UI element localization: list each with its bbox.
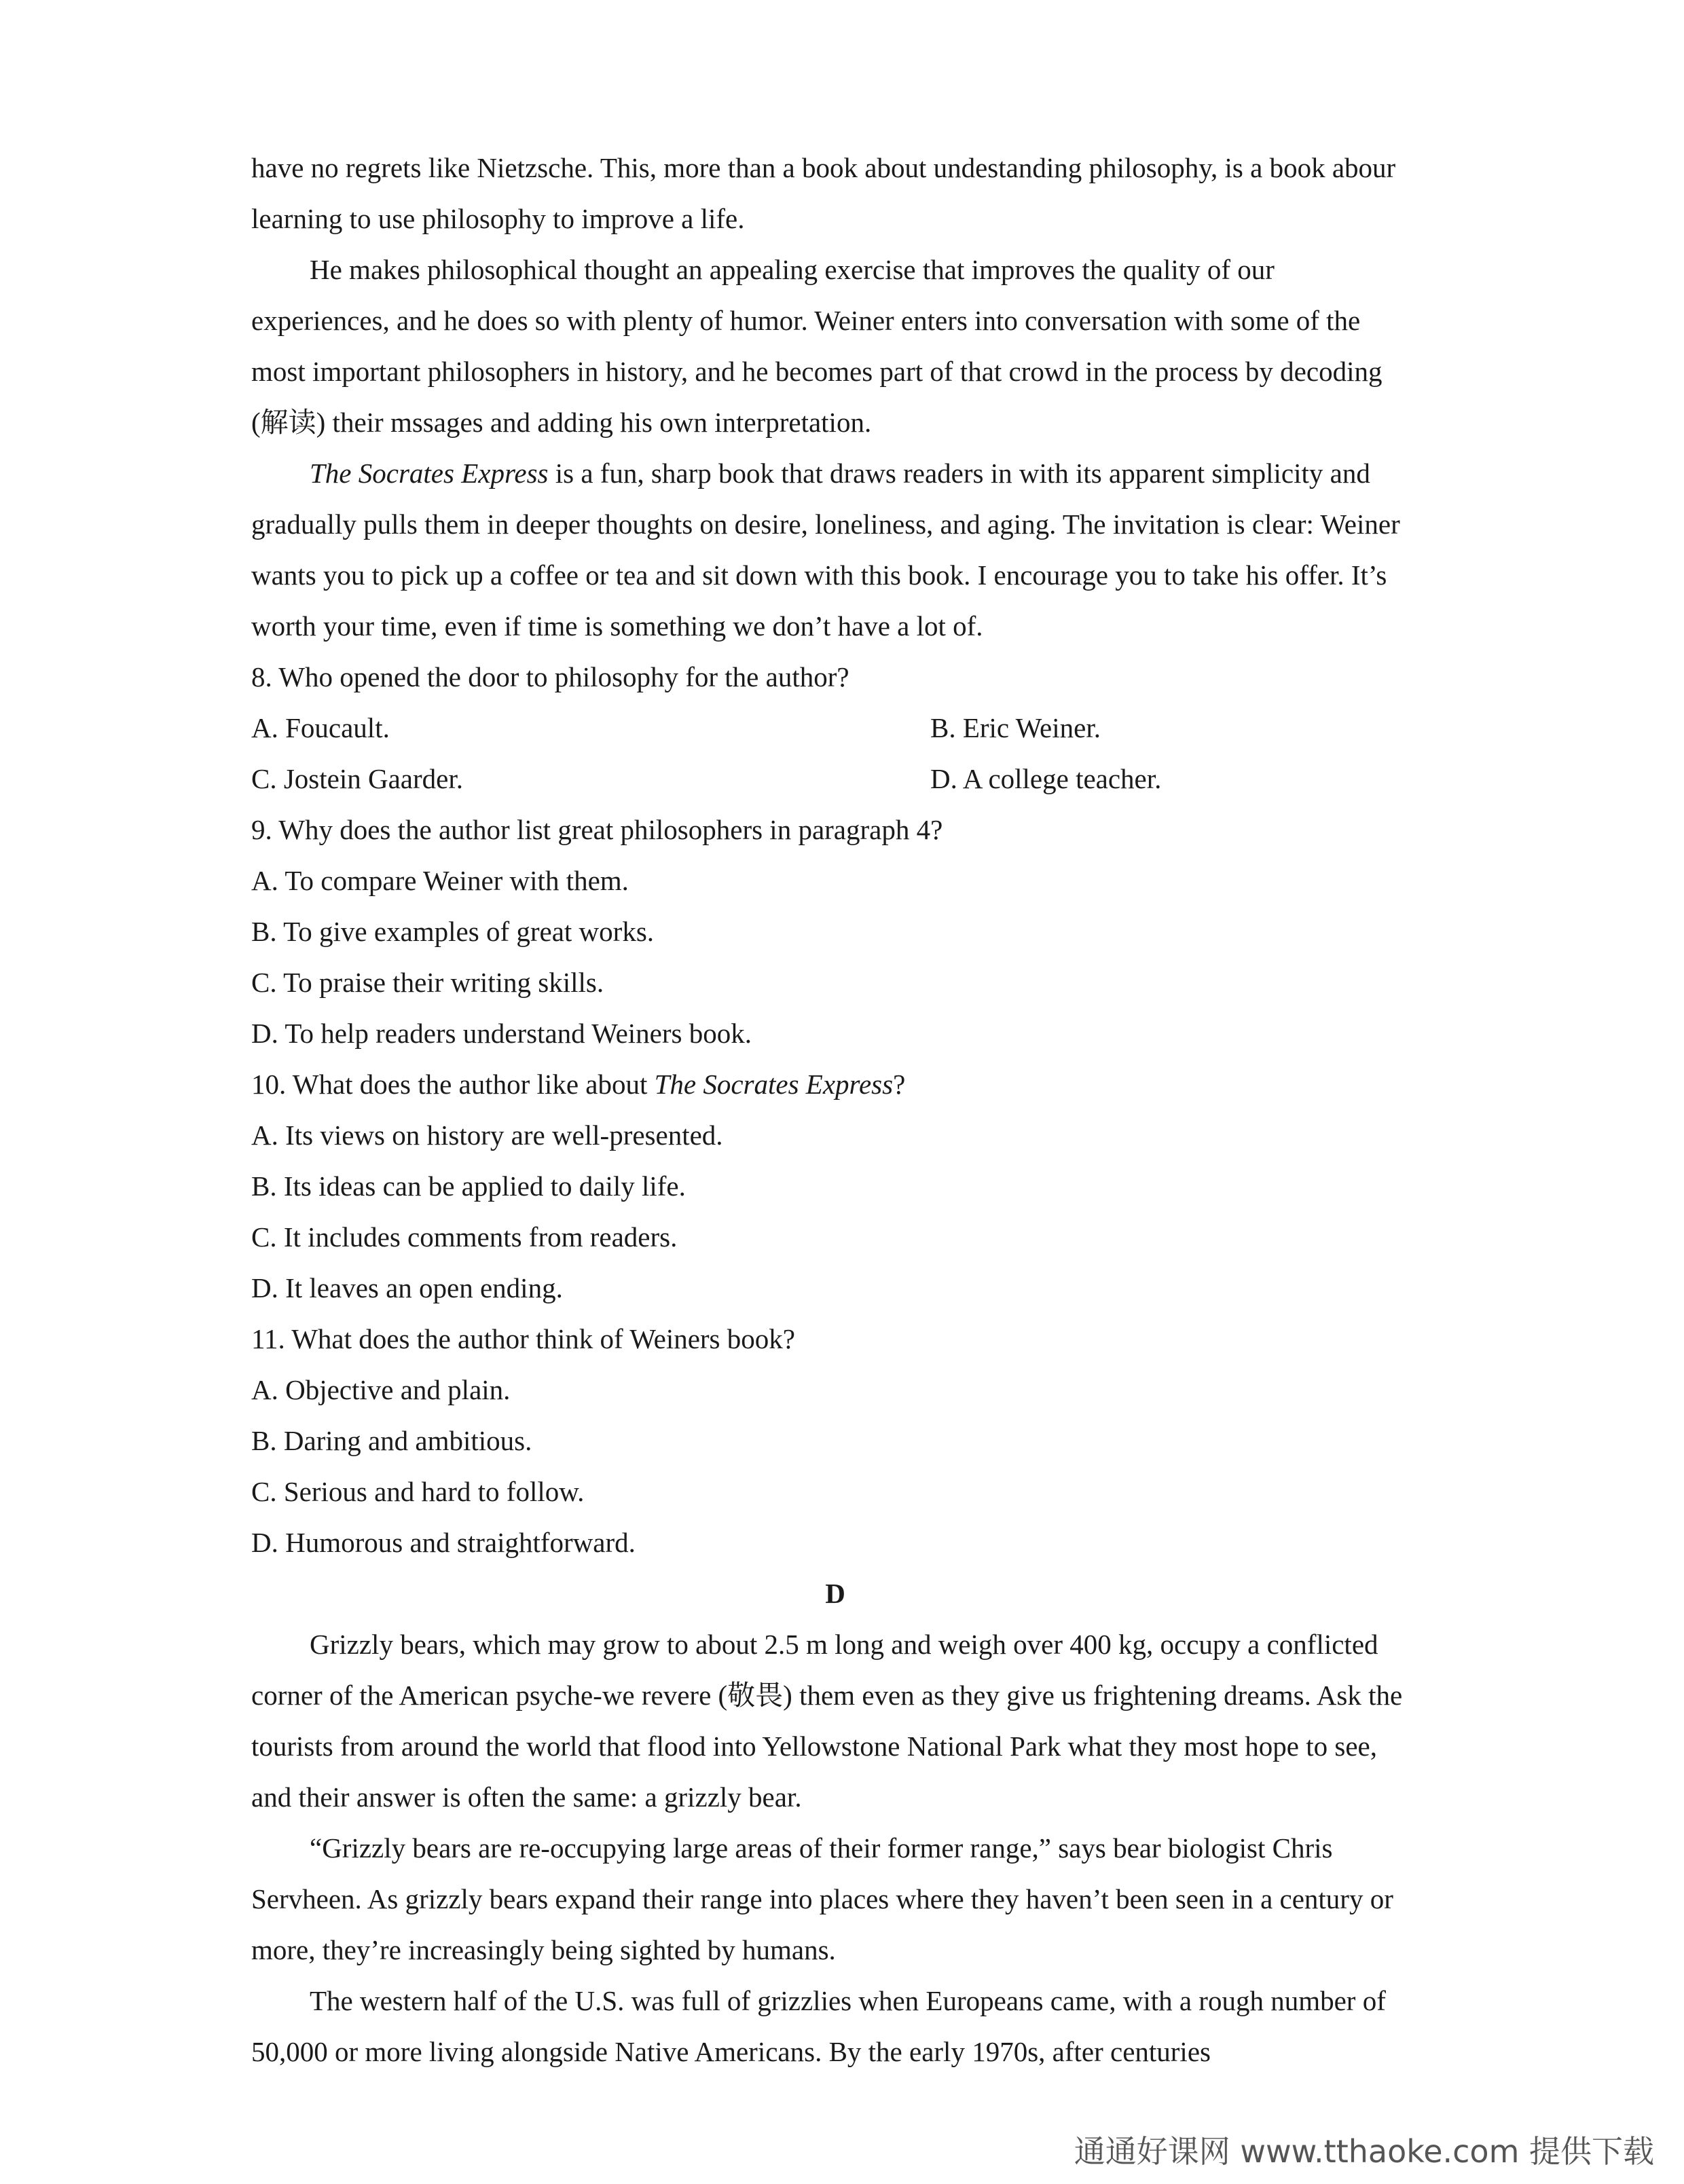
- question-8-options-row-1: [251, 703, 1419, 754]
- document-page: [251, 143, 1419, 2077]
- question-11-option-a: A. Objective and plain.: [251, 1374, 511, 1405]
- question-11-option-b: B. Daring and ambitious.: [251, 1425, 532, 1456]
- question-8-option-a: A. Foucault.: [251, 712, 390, 743]
- question-11-option-c: C. Serious and hard to follow.: [251, 1476, 585, 1507]
- question-10-option-b: B. Its ideas can be applied to daily life.: [251, 1170, 686, 1202]
- question-10-option-c: C. It includes comments from readers.: [251, 1221, 678, 1253]
- question-10-stem: [251, 1059, 1419, 1110]
- paragraph-d-2: “Grizzly bears are re-occupying large areas of their former range,” says bear biologist Chris Servheen. As grizzly bears expand their range into places where they haven’t been seen in a century or more, they’re increasingly being sighted by humans.: [251, 1832, 1393, 1965]
- question-10-stem-post: ?: [893, 1069, 906, 1100]
- question-9-option-a: A. To compare Weiner with them.: [251, 865, 629, 896]
- question-8-option-d: D. A college teacher.: [930, 763, 1162, 794]
- question-10-option-a: A. Its views on history are well-presented.: [251, 1119, 723, 1151]
- question-9-option-d: D. To help readers understand Weiners book.: [251, 1018, 752, 1049]
- question-11-option-d: D. Humorous and straightforward.: [251, 1527, 636, 1558]
- section-heading-d: D: [825, 1578, 845, 1609]
- question-11-stem: 11. What does the author think of Weiners book?: [251, 1323, 795, 1354]
- question-9-option-c: C. To praise their writing skills.: [251, 967, 604, 998]
- paragraph-c-end-3: [251, 448, 1419, 652]
- question-10-book-title: The Socrates Express: [654, 1069, 894, 1100]
- question-10-option-d: D. It leaves an open ending.: [251, 1272, 563, 1303]
- paragraph-c-end-2: He makes philosophical thought an appealing exercise that improves the quality of our experiences, and he does so with plenty of humor. Weiner enters into conversation with some of the most important philosophers in history, and he becomes part of that crowd in the process by decoding (解读) their mssages and adding his own interpretation.: [251, 254, 1383, 438]
- book-title: The Socrates Express: [310, 458, 549, 489]
- question-8-option-c: C. Jostein Gaarder.: [251, 763, 463, 794]
- question-8-option-b: B. Eric Weiner.: [930, 712, 1101, 743]
- paragraph-c-end-3-text: is a fun, sharp book that draws readers in with its apparent simplicity and gradually pulls them in deeper thoughts on desire, loneliness, and aging. The invitation is clear: Weiner wants you to pick up a coffee or tea and sit down with this book. I encourage you to take his offer. It’s worth your time, even if time is something we don’t have a lot of.: [251, 458, 1400, 642]
- question-10-stem-pre: 10. What does the author like about: [251, 1069, 655, 1100]
- question-9-option-b: B. To give examples of great works.: [251, 916, 655, 947]
- paragraph-d-3: The western half of the U.S. was full of grizzlies when Europeans came, with a rough number of 50,000 or more living alongside Native Americans. By the early 1970s, after centuries: [251, 1985, 1386, 2067]
- paragraph-c-end-1: have no regrets like Nietzsche. This, more than a book about undestanding philosophy, is a book abour learning to use philosophy to improve a life.: [251, 152, 1396, 234]
- question-8-options-row-2: [251, 754, 1419, 804]
- paragraph-d-1: Grizzly bears, which may grow to about 2.5 m long and weigh over 400 kg, occupy a conflicted corner of the American psyche-we revere (敬畏) them even as they give us frightening dreams. Ask the tourists from around the world that flood into Yellowstone National Park what they most hope to see, and their answer is often the same: a grizzly bear.: [251, 1629, 1403, 1813]
- question-9-stem: 9. Why does the author list great philosophers in paragraph 4?: [251, 814, 943, 845]
- question-8-stem: 8. Who opened the door to philosophy for the author?: [251, 661, 849, 692]
- footer-watermark: 通通好课网 www.tthaoke.com 提供下载: [1074, 2133, 1654, 2170]
